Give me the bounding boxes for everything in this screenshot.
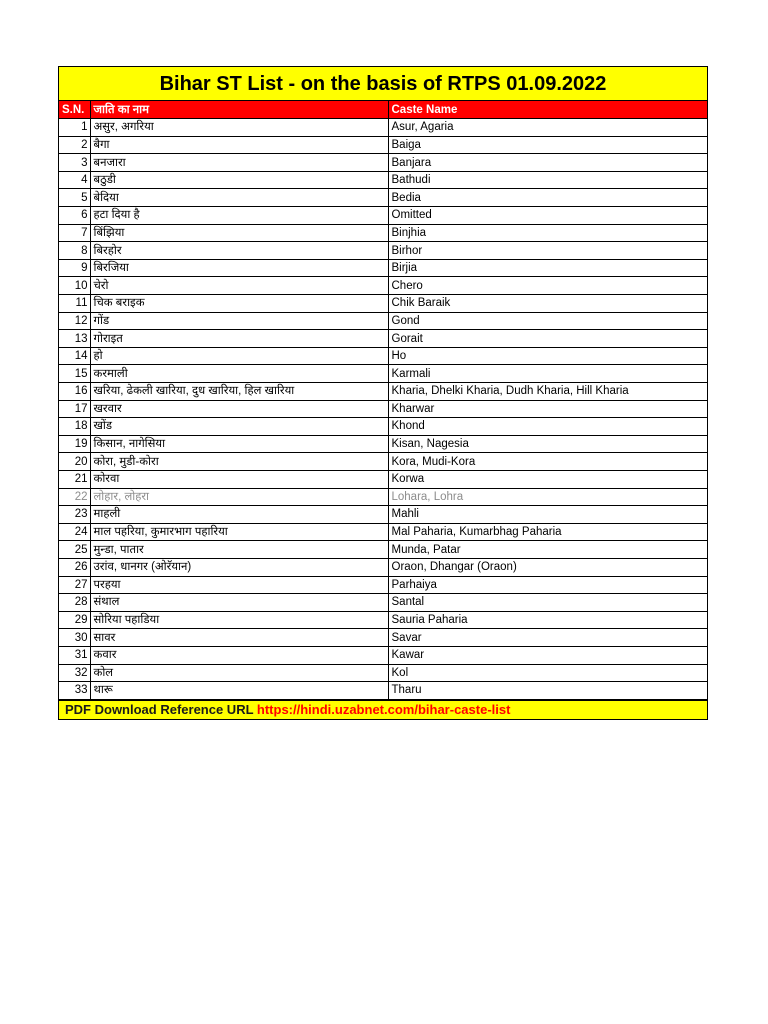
cell-hindi-name: बिरहोर [90,242,388,260]
table-row [59,418,707,436]
cell-hindi-name: मुन्डा, पातार [90,541,388,559]
cell-caste-name: Parhaiya [388,576,707,594]
cell-sn: 9 [59,259,90,277]
cell-caste-name: Kawar [388,646,707,664]
cell-caste-name: Chero [388,277,707,295]
cell-sn: 16 [59,383,90,401]
cell-hindi-name: चेरो [90,277,388,295]
cell-hindi-name: करमाली [90,365,388,383]
cell-hindi-name: हटा दिया है [90,207,388,225]
cell-caste-name: Baiga [388,136,707,154]
table-row [59,400,707,418]
cell-sn: 7 [59,224,90,242]
cell-hindi-name: बनजारा [90,154,388,172]
cell-hindi-name: हो [90,347,388,365]
cell-caste-name: Banjara [388,154,707,172]
cell-caste-name: Bathudi [388,171,707,189]
cell-caste-name: Gorait [388,330,707,348]
caste-table [59,101,707,700]
table-row [59,171,707,189]
table-row [59,347,707,365]
header-caste-name: Caste Name [388,101,707,119]
cell-sn: 26 [59,558,90,576]
cell-caste-name: Savar [388,629,707,647]
footer-row [59,700,707,719]
footer-label: PDF Download Reference URL [65,701,257,717]
cell-hindi-name: बेदिया [90,189,388,207]
table-row [59,277,707,295]
cell-caste-name: Tharu [388,682,707,700]
cell-hindi-name: बैगा [90,136,388,154]
cell-caste-name: Kol [388,664,707,682]
cell-caste-name: Birjia [388,259,707,277]
cell-hindi-name: बिंझिया [90,224,388,242]
table-row [59,470,707,488]
cell-sn: 31 [59,646,90,664]
table-row [59,136,707,154]
cell-hindi-name: कोरा, मुडी-कोरा [90,453,388,471]
table-row [59,435,707,453]
cell-hindi-name: कवार [90,646,388,664]
cell-caste-name: Sauria Paharia [388,611,707,629]
cell-sn: 17 [59,400,90,418]
table-row [59,207,707,225]
cell-hindi-name: बठुडी [90,171,388,189]
cell-caste-name: Kharia, Dhelki Kharia, Dudh Kharia, Hill Kharia [388,383,707,401]
table-body [59,119,707,700]
cell-sn: 21 [59,470,90,488]
table-row [59,295,707,313]
cell-sn: 29 [59,611,90,629]
cell-sn: 18 [59,418,90,436]
table-row [59,189,707,207]
table-row [59,453,707,471]
cell-caste-name: Binjhia [388,224,707,242]
cell-hindi-name: असुर, अगरिया [90,119,388,137]
cell-hindi-name: खोंड [90,418,388,436]
table-row [59,224,707,242]
cell-hindi-name: सोरिया पहाडिया [90,611,388,629]
cell-caste-name: Bedia [388,189,707,207]
cell-caste-name: Lohara, Lohra [388,488,707,506]
cell-sn: 30 [59,629,90,647]
cell-sn: 3 [59,154,90,172]
cell-caste-name: Kora, Mudi-Kora [388,453,707,471]
cell-caste-name: Kisan, Nagesia [388,435,707,453]
cell-sn: 14 [59,347,90,365]
table-row [59,365,707,383]
cell-hindi-name: खरवार [90,400,388,418]
cell-caste-name: Mal Paharia, Kumarbhag Paharia [388,523,707,541]
cell-sn: 23 [59,506,90,524]
header-sn: S.N. [59,101,90,119]
cell-caste-name: Asur, Agaria [388,119,707,137]
cell-sn: 25 [59,541,90,559]
table-row [59,611,707,629]
cell-hindi-name: माल पहरिया, कुमारभाग पहारिया [90,523,388,541]
cell-sn: 6 [59,207,90,225]
cell-caste-name: Ho [388,347,707,365]
footer-url-link[interactable]: https://hindi.uzabnet.com/bihar-caste-list [256,701,511,717]
cell-caste-name: Birhor [388,242,707,260]
table-row [59,312,707,330]
cell-caste-name: Gond [388,312,707,330]
table-row [59,646,707,664]
cell-hindi-name: गोराइत [90,330,388,348]
cell-caste-name: Munda, Patar [388,541,707,559]
cell-sn: 4 [59,171,90,189]
cell-sn: 19 [59,435,90,453]
cell-sn: 2 [59,136,90,154]
st-list-sheet [58,66,708,720]
table-row [59,154,707,172]
cell-hindi-name: माहली [90,506,388,524]
cell-sn: 33 [59,682,90,700]
cell-hindi-name: कोल [90,664,388,682]
cell-caste-name: Santal [388,594,707,612]
table-row [59,119,707,137]
cell-sn: 20 [59,453,90,471]
cell-hindi-name: गोंड [90,312,388,330]
cell-hindi-name: थारू [90,682,388,700]
cell-hindi-name: संथाल [90,594,388,612]
cell-caste-name: Oraon, Dhangar (Oraon) [388,558,707,576]
cell-hindi-name: खरिया, ढेकली खारिया, दुध खारिया, हिल खारिया [90,383,388,401]
cell-sn: 15 [59,365,90,383]
cell-hindi-name: परहया [90,576,388,594]
cell-sn: 10 [59,277,90,295]
cell-hindi-name: कोरवा [90,470,388,488]
cell-sn: 32 [59,664,90,682]
table-row [59,664,707,682]
cell-caste-name: Omitted [388,207,707,225]
cell-sn: 1 [59,119,90,137]
cell-sn: 8 [59,242,90,260]
cell-sn: 22 [59,488,90,506]
table-row [59,541,707,559]
table-row [59,506,707,524]
cell-caste-name: Korwa [388,470,707,488]
cell-sn: 28 [59,594,90,612]
table-row [59,594,707,612]
cell-sn: 24 [59,523,90,541]
cell-hindi-name: उरांव, धानगर (ओरॅयान) [90,558,388,576]
cell-sn: 27 [59,576,90,594]
cell-sn: 5 [59,189,90,207]
cell-caste-name: Chik Baraik [388,295,707,313]
table-row [59,242,707,260]
cell-caste-name: Karmali [388,365,707,383]
cell-caste-name: Khond [388,418,707,436]
header-hindi-name: जाति का नाम [90,101,388,119]
table-row [59,682,707,700]
table-row [59,383,707,401]
cell-sn: 13 [59,330,90,348]
cell-caste-name: Kharwar [388,400,707,418]
cell-hindi-name: लोहार, लोहरा [90,488,388,506]
cell-hindi-name: चिक बराइक [90,295,388,313]
cell-hindi-name: सावर [90,629,388,647]
table-header-row [59,101,707,119]
cell-caste-name: Mahli [388,506,707,524]
sheet-title: Bihar ST List - on the basis of RTPS 01.09.2022 [59,67,707,101]
cell-hindi-name: बिरजिया [90,259,388,277]
table-row [59,576,707,594]
table-row [59,523,707,541]
table-row [59,629,707,647]
cell-sn: 11 [59,295,90,313]
table-row [59,330,707,348]
cell-hindi-name: किसान, नागेसिया [90,435,388,453]
cell-sn: 12 [59,312,90,330]
table-row [59,488,707,506]
table-row [59,259,707,277]
table-row [59,558,707,576]
